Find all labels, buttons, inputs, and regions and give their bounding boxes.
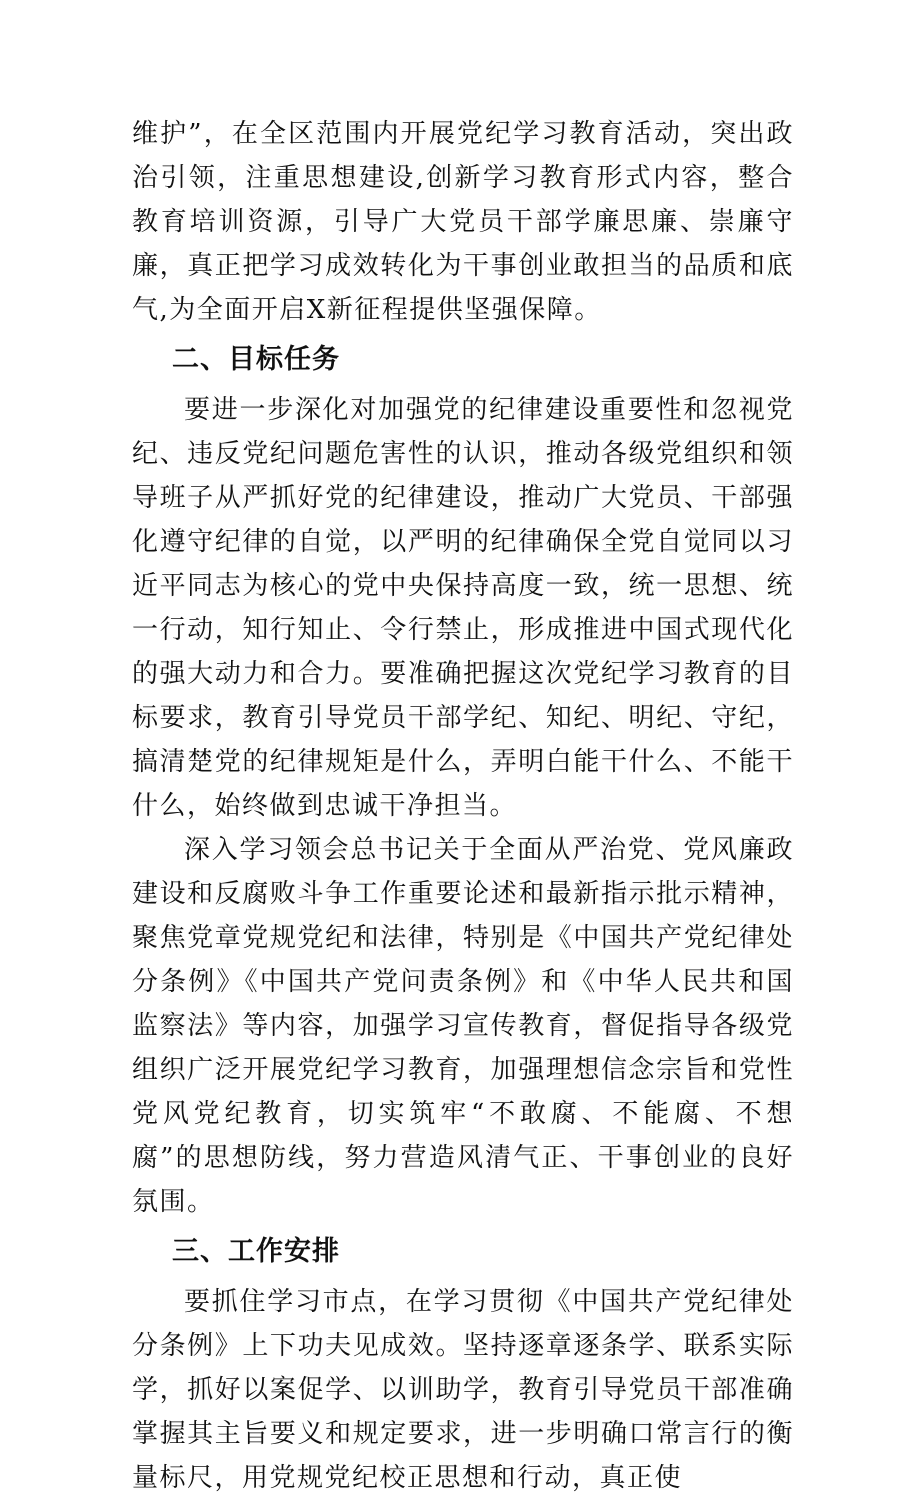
section-heading-goals: 二、目标任务 — [172, 344, 340, 375]
paragraph-study-content: 深入学习领会总书记关于全面从严治党、党风廉政建设和反腐败斗争工作重要论述和最新指示批示精神，聚焦党章党规党纪和法律，特别是《中国共产党纪律处分条例》《中国共产党问责条例》和《中华人民共和国监察法》等内容，加强学习宣传教育，督促指导各级党组织广泛开展党纪学习教育，加强理想信念宗旨和党性党风党纪教育，切实筑牢“不敢腐、不能腐、不想腐”的思想防线，努力营造风清气正、干事创业的良好氛围。 — [132, 835, 794, 1217]
paragraph-intro-continuation: 维护”，在全区范围内开展党纪学习教育活动，突出政治引领，注重思想建设,创新学习教育形式内容，整合教育培训资源，引导广大党员干部学廉思廉、崇廉守廉，真正把学习成效转化为干事创业敢担当的品质和底气,为全面开启X新征程提供坚强保障。 — [132, 119, 794, 325]
paragraph-goals: 要进一步深化对加强党的纪律建设重要性和忽视党纪、违反党纪问题危害性的认识，推动各级党组织和领导班子从严抓好党的纪律建设，推动广大党员、干部强化遵守纪律的自觉，以严明的纪律确保全党自觉同以习近平同志为核心的党中央保持高度一致，统一思想、统一行动，知行知止、令行禁止，形成推进中国式现代化的强大动力和合力。要准确把握这次党纪学习教育的目标要求，教育引导党员干部学纪、知纪、明纪、守纪，搞清楚党的纪律规矩是什么，弄明白能干什么、不能干什么，始终做到忠诚干净担当。 — [132, 395, 794, 821]
paragraph-arrangements: 要抓住学习市点，在学习贯彻《中国共产党纪律处分条例》上下功夫见成效。坚持逐章逐条学、联系实际学，抓好以案促学、以训助学，教育引导党员干部准确掌握其主旨要义和规定要求，进一步明确口常言行的衡量标尺，用党规党纪校正思想和行动，真正使 — [132, 1287, 794, 1493]
section-heading-arrangements: 三、工作安排 — [172, 1236, 340, 1267]
document-body — [132, 112, 794, 1500]
